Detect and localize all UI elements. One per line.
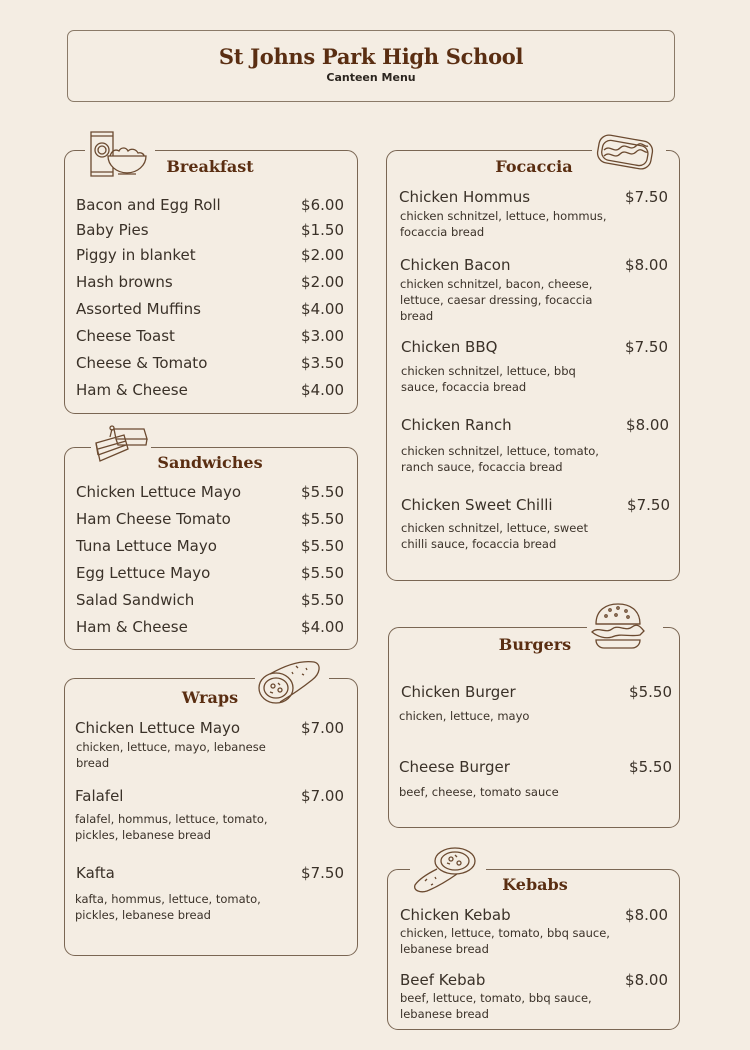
menu-item-name: Salad Sandwich [76, 591, 195, 609]
breakfast-title: Breakfast [166, 157, 254, 176]
menu-item-price: $7.50 [625, 338, 668, 356]
menu-item-name: Chicken Hommus [399, 188, 531, 206]
menu-item-name: Ham & Cheese [76, 381, 188, 399]
menu-item-name: Baby Pies [76, 221, 149, 239]
menu-item-price: $7.50 [627, 496, 670, 514]
menu-item-name: Chicken Burger [401, 683, 516, 701]
menu-item-description: chicken, lettuce, mayo, lebanese bread [76, 740, 266, 770]
menu-item-description: chicken schnitzel, lettuce, hommus, focaccia bread [400, 209, 607, 239]
menu-item-price: $1.50 [301, 221, 344, 239]
menu-item-name: Cheese Toast [76, 327, 175, 345]
menu-item-price: $8.00 [625, 906, 668, 924]
menu-item-name: Ham Cheese Tomato [76, 510, 231, 528]
menu-item-description: chicken, lettuce, tomato, bbq sauce, lebanese bread [400, 926, 610, 956]
menu-item-price: $5.50 [301, 591, 344, 609]
menu-item-price: $8.00 [626, 416, 669, 434]
menu-item-price: $4.00 [301, 381, 344, 399]
wrap-icon [256, 658, 322, 706]
menu-item-name: Ham & Cheese [76, 618, 188, 636]
menu-item-name: Cheese & Tomato [76, 354, 208, 372]
menu-item-name: Piggy in blanket [76, 246, 196, 264]
menu-item-name: Chicken Lettuce Mayo [75, 719, 241, 737]
menu-item-price: $6.00 [301, 196, 344, 214]
menu-item-price: $7.50 [625, 188, 668, 206]
focaccia-icon [594, 130, 656, 176]
menu-item-price: $5.50 [301, 510, 344, 528]
kebab-icon [411, 845, 479, 895]
menu-item-description: chicken schnitzel, bacon, cheese, lettuce, caesar dressing, focaccia bread [400, 277, 593, 323]
focaccia-title: Focaccia [495, 157, 573, 176]
menu-item-description: chicken schnitzel, lettuce, sweet chilli sauce, focaccia bread [401, 521, 588, 551]
menu-item-name: Kafta [76, 864, 115, 882]
kebabs-title: Kebabs [502, 875, 568, 894]
menu-item-name: Hash browns [76, 273, 173, 291]
menu-item-price: $5.50 [301, 564, 344, 582]
menu-item-price: $2.00 [301, 246, 344, 264]
menu-item-name: Tuna Lettuce Mayo [76, 537, 217, 555]
menu-item-price: $7.00 [301, 787, 344, 805]
menu-item-name: Beef Kebab [400, 971, 486, 989]
menu-item-price: $5.50 [301, 537, 344, 555]
menu-item-description: chicken schnitzel, lettuce, bbq sauce, focaccia bread [401, 364, 576, 394]
menu-item-price: $3.50 [301, 354, 344, 372]
menu-item-name: Falafel [75, 787, 124, 805]
menu-item-price: $8.00 [625, 971, 668, 989]
menu-item-price: $4.00 [301, 618, 344, 636]
menu-item-name: Chicken Sweet Chilli [401, 496, 553, 514]
menu-item-price: $3.00 [301, 327, 344, 345]
menu-item-name: Chicken BBQ [401, 338, 498, 356]
menu-item-name: Chicken Bacon [400, 256, 511, 274]
menu-header [67, 30, 675, 102]
wraps-title: Wraps [181, 688, 239, 707]
menu-item-price: $5.50 [629, 758, 672, 776]
menu-item-name: Assorted Muffins [76, 300, 201, 318]
burgers-title: Burgers [498, 635, 572, 654]
school-title: St Johns Park High School [218, 44, 524, 69]
menu-subtitle: Canteen Menu [326, 71, 416, 84]
menu-item-description: kafta, hommus, lettuce, tomato, pickles, lebanese bread [75, 892, 261, 922]
burger-icon [588, 602, 648, 650]
menu-item-name: Chicken Lettuce Mayo [76, 483, 242, 501]
menu-item-price: $4.00 [301, 300, 344, 318]
menu-item-price: $7.50 [301, 864, 344, 882]
sandwiches-title: Sandwiches [157, 453, 263, 472]
menu-item-price: $5.50 [629, 683, 672, 701]
menu-item-description: chicken, lettuce, mayo [399, 709, 530, 723]
menu-item-description: chicken schnitzel, lettuce, tomato, ranch sauce, focaccia bread [401, 444, 599, 474]
menu-item-name: Egg Lettuce Mayo [76, 564, 211, 582]
menu-item-name: Chicken Ranch [401, 416, 512, 434]
menu-item-description: falafel, hommus, lettuce, tomato, pickles, lebanese bread [75, 812, 268, 842]
menu-item-description: beef, lettuce, tomato, bbq sauce, lebanese bread [400, 991, 592, 1021]
menu-item-name: Cheese Burger [399, 758, 510, 776]
menu-item-price: $7.00 [301, 719, 344, 737]
menu-item-price: $8.00 [625, 256, 668, 274]
menu-item-name: Chicken Kebab [400, 906, 511, 924]
menu-item-name: Bacon and Egg Roll [76, 196, 221, 214]
menu-item-price: $5.50 [301, 483, 344, 501]
cereal-bowl-icon [88, 128, 148, 180]
menu-item-price: $2.00 [301, 273, 344, 291]
menu-item-description: beef, cheese, tomato sauce [399, 785, 559, 799]
